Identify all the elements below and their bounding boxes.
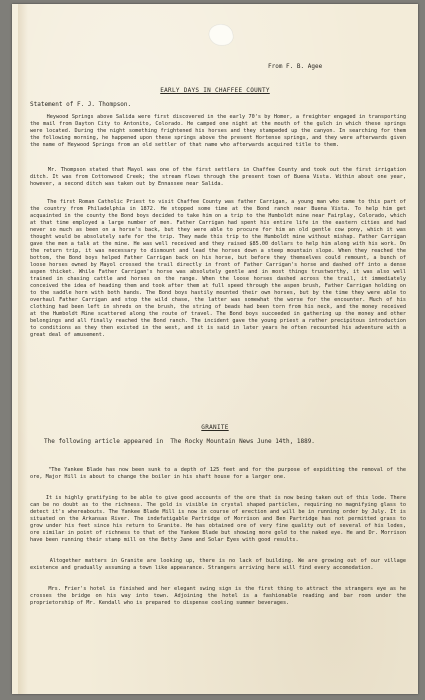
granite-paragraph: It is highly gratifying to be able to give good accounts of the ore that is now being taken out of this lode. There can be no doubt as to the richness. The gold is visible in crystal shaped particles, requiring no magnifying glass to detect it's whereabouts. The Yankee Blade Mill is now in course of erection and will be in running order by July. It is situated on the Arkansas River. The indefatigable Partridge of Morrison and Ben Partridge has not permitted grass to grow under his feet since his return to Granite. He has obtained ore of very fine quality out of several of his lodes, ore similar in point of richness to that of the Yankee Blade but showing more gold to the naked eye. He and Dr. Morrison have been running their stamp mill on the Betty Jane and Solar Eyes with good results. [30,495,410,543]
section-heading-granite: GRANITE [201,424,229,431]
granite-paragraph: "The Yankee Blade has now been sunk to a depth of 125 feet and for the purpose of expiditing the removal of the ore, Major Hill is about to change the boiler in his shaft house for a larger one. [30,467,410,480]
granite-paragraph: Altogether matters in Granite are looking up, there is no lack of building. We are growing out of our village existence and gradually assuming a town like appearance. Strangers arriving here will find every accomodation. [30,558,410,571]
granite-article [30,453,410,621]
torn-hole [207,22,235,49]
paragraph-mayol-ditch: Mr. Thompson stated that Mayol was one of the first settlers in Chaffee County and took out the first irrigation ditch. It was from Cottonwood Creek; the stream flows through the present town of Buena Vista. Within about one year, however, a second ditch was taken out by Ennassee near Salida. [30,167,410,187]
granite-intro-line: The following article appeared in The Rocky Mountain News June 14th, 1889. [44,438,315,445]
paragraph-heywood-springs: Heywood Springs above Salida were first discovered in the early 70's by Homer, a freighter engaged in transporting the mail from Dayton City to Antonito, Colorado. He camped one night at the mouth of the gulch in which these springs were located. During the night something frightened his horses and they stampeded up the canyon. In searching for them the following morning, he happened upon these springs above the present Hortense springs, and they were afterwards given the name of Heywood Springs from an old settler of that name who afterwards acquired title to them. [30,114,410,148]
source-line: From F. B. Agee [268,63,323,70]
document-title: EARLY DAYS IN CHAFFEE COUNTY [160,87,270,94]
document-page [12,4,418,694]
paragraph-father-carrigan: The first Roman Catholic Priest to visit Chaffee County was father Carrigan, a young man who came to this part of the country from Philadelphia in 1872. He stopped some time at the Bond ranch near Buena Vista. To help him get acquainted in the county the Bond boys decided to take him on a trip to the Humboldt mine near Fairplay, Colorado, which at that time employed a large number of men. Father Carrigan had spent his entire life in the eastern cities and had never so much as been on a horse's back, but they were able to procure for him an old gentle cow pony, which it was thought would be absolutely safe for the trip. They made this trip to the Humboldt mine without mishap. Father Carrigan gave the men a talk at the mine. He was well received and they raised $85.00 dollars to help him along with his work. On the return trip, it was necessary to dismount and lead the horses down a steep mountain slope. When they reached the bottom, the Bond boys helped Father Carrigan back on his horse, but before they themselves could remount, a bunch of loose horses owned by Mayol crossed the trail directly in front of Father Carrigan's horse and dashed off into a dense aspen thicket. While Father Carrigan's horse was absolutely gentle and in most things trustworthy, it was also well trained in chasing cattle and horses on the range. When the loose horses dashed across the trail, it immediately conceived the idea of heading them and took after them at full speed through the aspen brush, Father Carrigan holding on to the saddle horn with both hands. The Bond boys hastily mounted their own horses, but by the time they were able to overhaul Father Carrigan and stop the wild chase, the latter was somewhat the worse for the encounter. Much of his clothing had been left in shreds on the brush, the string of beads had been torn from his neck, and the money received at the Humboldt Mine scattered along the route of travel. The Bond boys succeeded in gathering up the money and other belongings and all finally reached the Bond ranch. The incident gave the young priest a rather precipitous introduction to conditions as they then existed in the west, and it is said in later years he often recounted his adventure with a great deal of amusement. [30,199,410,338]
statement-line: Statement of F. J. Thompson. [30,101,132,108]
granite-paragraph: Mrs. Frier's hotel is finished and her elegant swing sign is the first thing to attract the strangers eye as he crosses the bridge on his way into town. Adjoining the hotel is a fashionable reading and bar room under the proprietorship of Mr. Kendall who is prepared to dispense cooling summer beverages. [30,586,410,606]
paper-stain [18,4,28,694]
